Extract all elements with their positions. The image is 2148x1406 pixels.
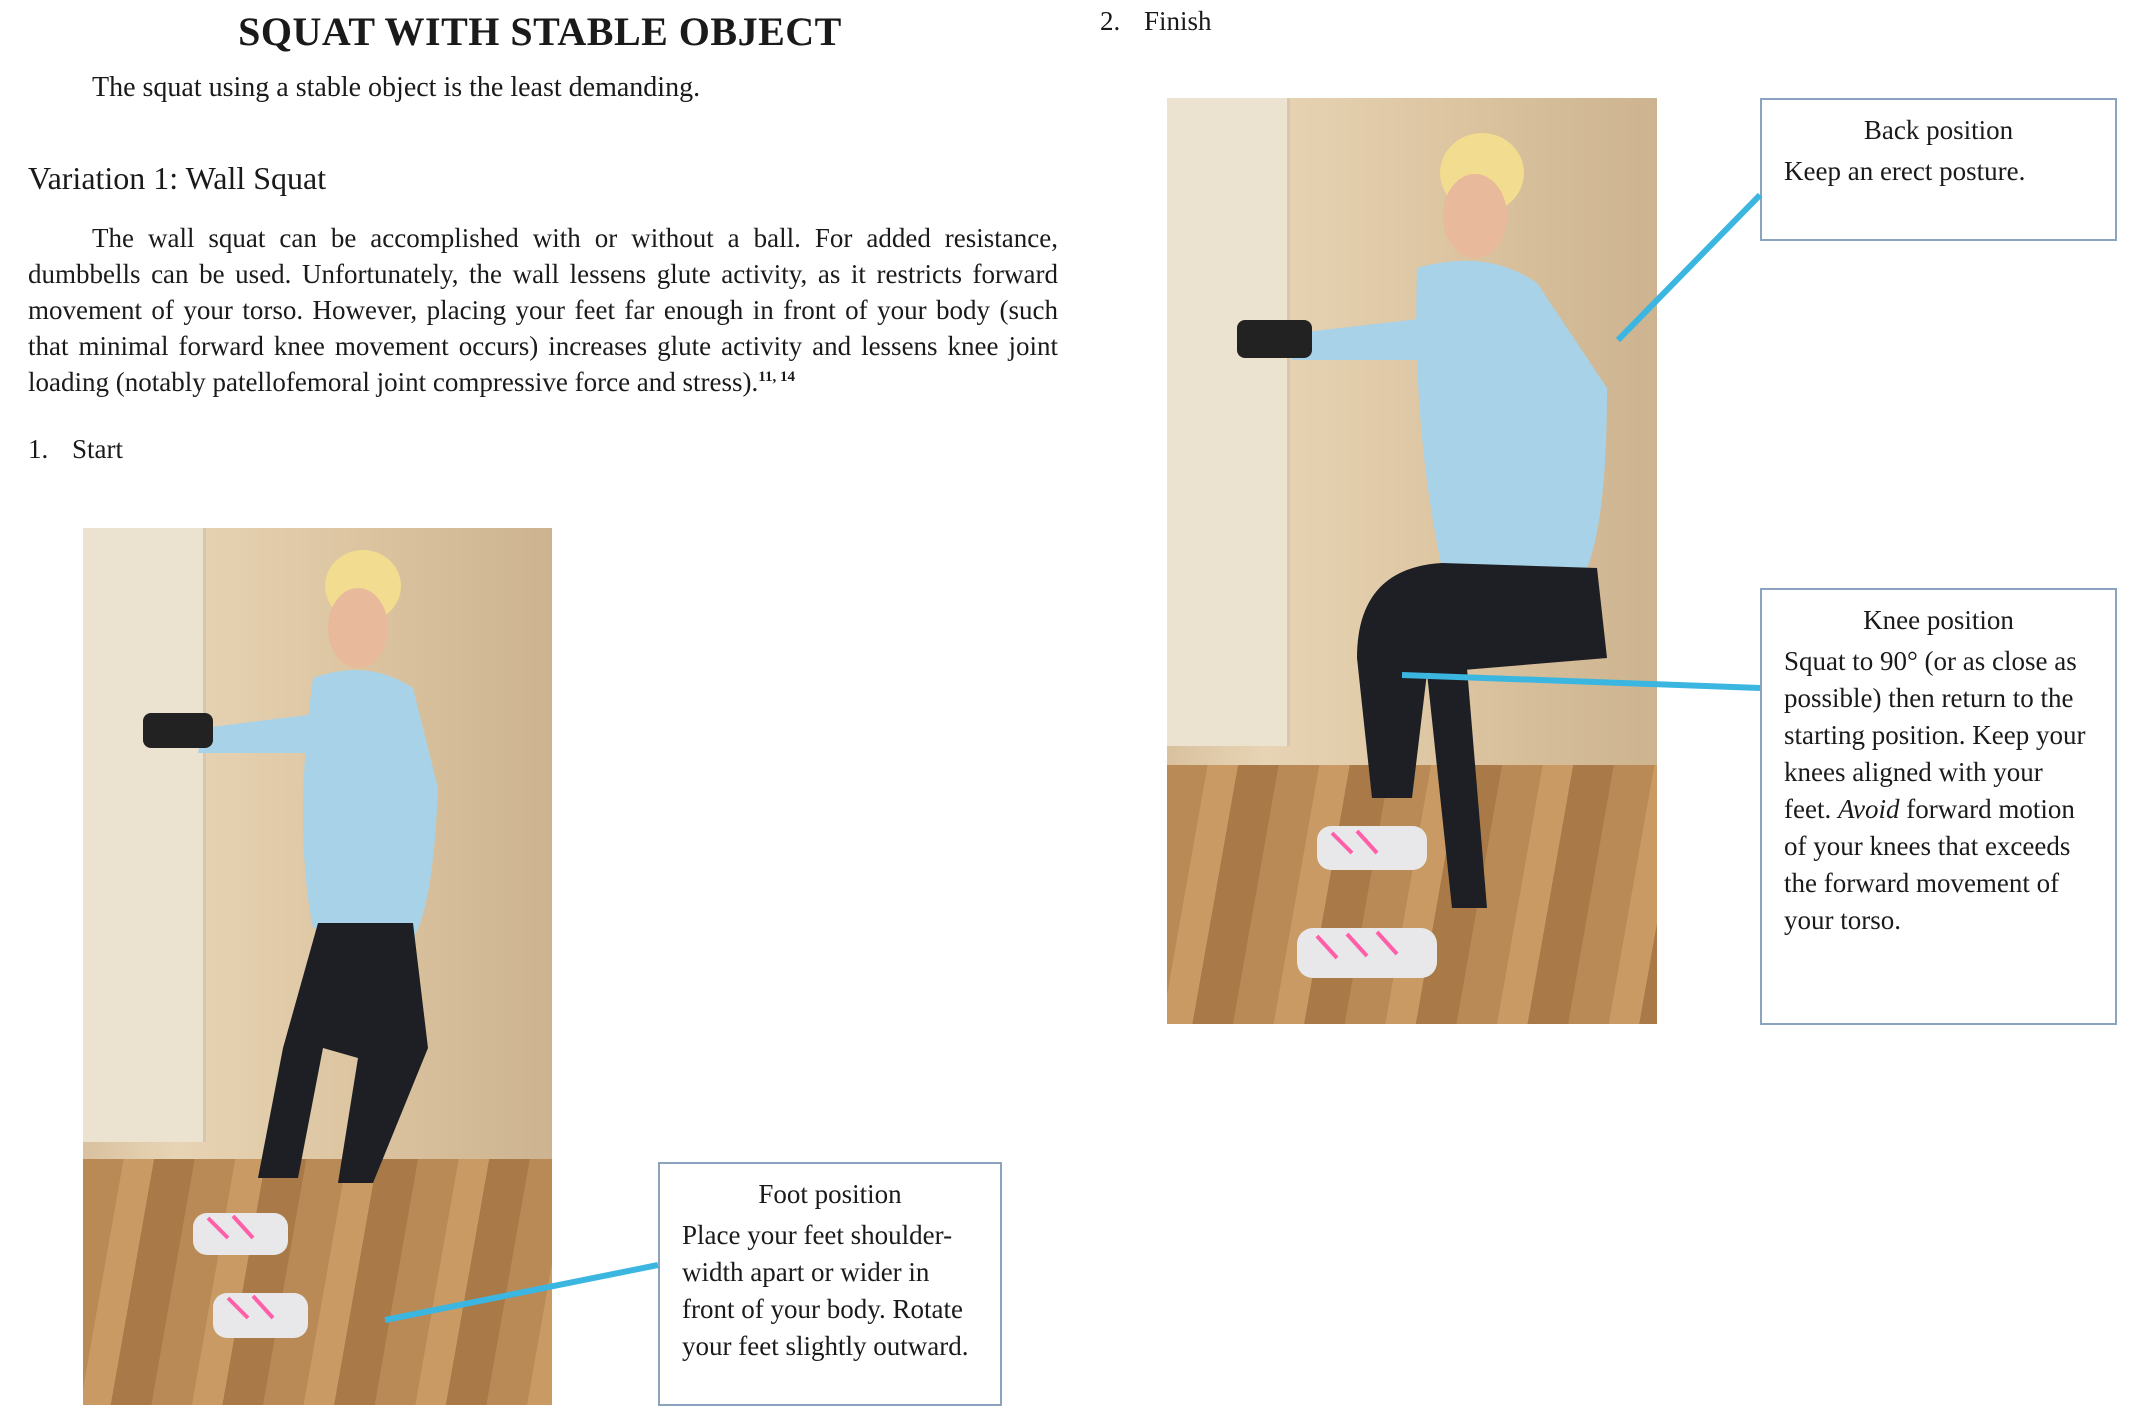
callout-body-emphasis: Avoid xyxy=(1837,794,1900,824)
step-label: Start xyxy=(72,434,123,464)
page-title: SQUAT WITH STABLE OBJECT xyxy=(238,9,842,54)
callout-body: Place your feet shoulder-width apart or wider in front of your body. Rotate your feet slightly outward. xyxy=(682,1220,969,1361)
step-number: 2. xyxy=(1100,6,1121,36)
callout-body-text-end: forward motion of your knees that exceeds the forward movement of your torso. xyxy=(1784,794,2075,935)
intro-text: The squat using a stable object is the least demanding. xyxy=(92,72,701,103)
foot-leader-line xyxy=(385,1265,658,1320)
reference-numbers: 11, 14 xyxy=(758,369,795,385)
callout-body: Keep an erect posture. xyxy=(1784,156,2026,186)
step-number: 1. xyxy=(28,434,49,464)
step-label: Finish xyxy=(1144,6,1212,36)
knee-leader-line xyxy=(1402,675,1760,688)
callout-heading: Knee position xyxy=(1863,605,2014,635)
callout-heading: Back position xyxy=(1863,115,2014,145)
paragraph-text: The wall squat can be accomplished with or without a ball. For added resistance, dumbbells can be used. Unfortunately, the wall lessens glute activity, as it restricts forward movement of your torso. However, placing your feet far enough in front of your body (such that minimal forward knee movement occurs) increases glute activity and lessens knee joint loading (notably patellofemoral joint compressive force and stress). xyxy=(28,223,1058,397)
variation-heading: Variation 1: Wall Squat xyxy=(28,160,327,196)
callout-heading: Foot position xyxy=(758,1179,902,1209)
callout-body-text: Squat to 90° (or as close as possible) then return to the starting position. Keep your knees aligned with your feet. xyxy=(1784,646,2086,824)
back-leader-line xyxy=(1618,195,1760,340)
